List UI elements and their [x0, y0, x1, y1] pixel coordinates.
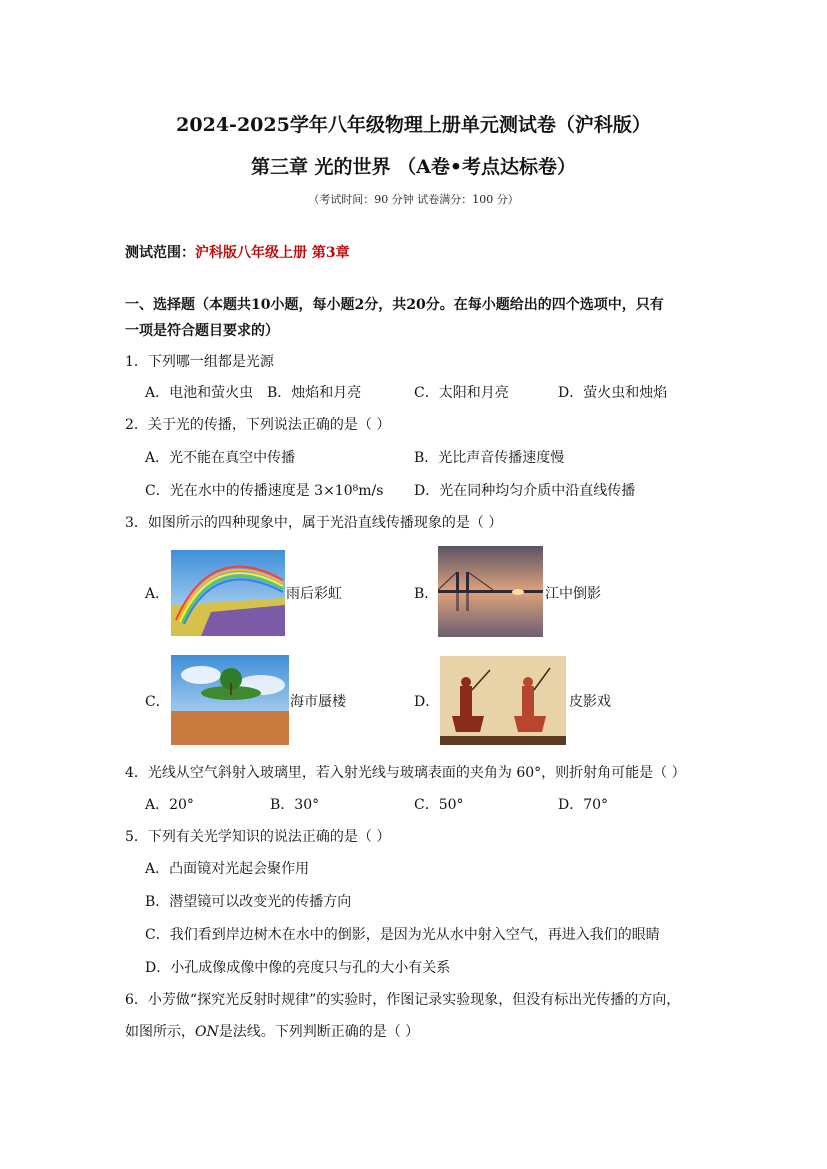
question-3-option-b-text: 江中倒影	[545, 586, 601, 602]
section-heading-line1: 一、选择题（本题共10小题，每小题2分，共20分。在每小题给出的四个选项中，只有	[125, 297, 664, 313]
test-scope	[125, 242, 350, 262]
question-3-option-b-letter: B．	[414, 586, 439, 602]
chapter-title: 第三章 光的世界 （A卷•考点达标卷）	[250, 156, 577, 178]
question-5-option-c: C．我们看到岸边树木在水中的倒影，是因为光从水中射入空气，再进入我们的眼睛	[145, 927, 660, 943]
question-5-option-d: D．小孔成像成像中像的亮度只与孔的大小有关系	[145, 960, 451, 976]
question-2-option-d: D．光在同种均匀介质中沿直线传播	[414, 483, 636, 499]
question-4-stem: 4．光线从空气斜射入玻璃里，若入射光线与玻璃表面的夹角为 60°，则折射角可能是（ ）	[125, 765, 686, 781]
question-6-stem-suffix: 是法线。下列判断正确的是（ ）	[218, 1024, 420, 1040]
question-3-option-d-text: 皮影戏	[569, 694, 611, 710]
normal-line-label: ON	[195, 1024, 219, 1040]
question-3-stem: 3．如图所示的四种现象中，属于光沿直线传播现象的是（ ）	[125, 515, 503, 531]
question-3-option-c-letter: C．	[145, 694, 170, 710]
question-2-stem: 2．关于光的传播，下列说法正确的是（ ）	[125, 417, 391, 433]
question-1-option-c: C．太阳和月亮	[414, 385, 509, 401]
question-1-option-b: B．烛焰和月亮	[267, 385, 362, 401]
question-1-stem: 1．下列哪一组都是光源	[125, 354, 274, 370]
question-4-option-b: B．30°	[270, 797, 320, 813]
bridge-reflection-photo	[438, 546, 543, 637]
exam-meta: （考试时间：90 分钟 试卷满分：100 分）	[308, 193, 519, 206]
question-4-option-d: D．70°	[558, 797, 609, 813]
test-scope-value: 沪科版八年级上册 第3章	[195, 245, 350, 261]
question-4-option-c: C．50°	[414, 797, 464, 813]
question-1-option-a: A．电池和萤火虫	[145, 385, 254, 401]
question-4-option-a: A．20°	[145, 797, 194, 813]
question-6-stem-line1: 6．小芳做“探究光反射时规律”的实验时，作图记录实验现象，但没有标出光传播的方向，	[125, 992, 681, 1008]
question-2-option-c: C．光在水中的传播速度是 3×10⁸m/s	[145, 483, 384, 499]
shadow-puppet-photo	[440, 656, 566, 745]
question-3-option-c-text: 海市蜃楼	[290, 694, 346, 710]
question-5-option-a: A．凸面镜对光起会聚作用	[145, 861, 310, 877]
question-1-option-d: D．萤火虫和烛焰	[558, 385, 668, 401]
question-2-option-a: A．光不能在真空中传播	[145, 450, 296, 466]
test-scope-label: 测试范围：	[125, 245, 195, 261]
question-3-option-a-text: 雨后彩虹	[286, 586, 342, 602]
question-5-option-b: B．潜望镜可以改变光的传播方向	[145, 894, 352, 910]
mirage-photo	[171, 655, 289, 745]
rainbow-photo	[171, 550, 285, 636]
section-heading-line2: 一项是符合题目要求的）	[125, 323, 279, 339]
question-6-stem-prefix: 如图所示，	[125, 1024, 195, 1040]
exam-title: 2024-2025学年八年级物理上册单元测试卷（沪科版）	[176, 114, 651, 136]
question-2-option-b: B．光比声音传播速度慢	[414, 450, 565, 466]
question-5-stem: 5．下列有关光学知识的说法正确的是（ ）	[125, 829, 391, 845]
question-6-stem-line2	[125, 1021, 419, 1041]
question-3-option-d-letter: D．	[414, 694, 440, 710]
question-3-option-a-letter: A．	[145, 586, 170, 602]
